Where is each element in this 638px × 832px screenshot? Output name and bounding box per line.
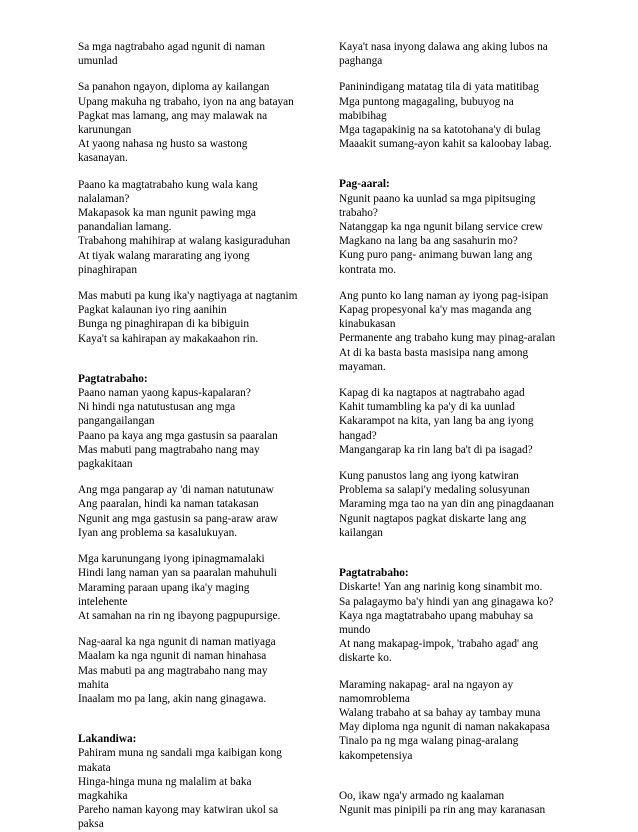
verse-line: Sa panahon ngayon, diploma ay kailangan bbox=[78, 81, 270, 94]
verse-line: umunlad bbox=[78, 55, 118, 68]
stanza bbox=[339, 40, 579, 68]
verse-line: Kahit tumambling ka pa'y di ka uunlad bbox=[339, 401, 515, 414]
verse-line: Maraming paraan upang ika'y maging bbox=[78, 581, 250, 594]
stanza bbox=[78, 483, 318, 540]
verse-line: mabibihag bbox=[339, 109, 387, 122]
verse-line: Ang punto ko lang naman ay iyong pag-isipan bbox=[339, 289, 549, 302]
verse-line: Sa palagaymo ba'y hindi yan ang ginagawa ko? bbox=[339, 595, 554, 608]
stanza bbox=[339, 789, 579, 817]
verse-line: Bunga ng pinaghirapan di ka bibiguin bbox=[78, 318, 249, 331]
stanza bbox=[339, 80, 579, 151]
verse-line: Pahiram muna ng sandali mga kaibigan kong bbox=[78, 747, 282, 760]
verse-line: diskarte ko. bbox=[339, 652, 392, 665]
verse-line: Magkano na lang ba ang sasahurin mo? bbox=[339, 235, 518, 248]
verse-line: Kakarampot na kita, yan lang ba ang iyong bbox=[339, 415, 534, 428]
verse-line: panandalian lamang. bbox=[78, 221, 172, 234]
verse-line: Pagkat mas lamang, ang may malawak na bbox=[78, 109, 268, 122]
verse-line: At di ka basta basta masisipa nang among bbox=[339, 346, 529, 359]
verse-line: Oo, ikaw nga'y armado ng kaalaman bbox=[339, 789, 505, 802]
verse-line: Kung panustos lang ang iyong katwiran bbox=[339, 470, 519, 483]
stanza bbox=[78, 178, 318, 277]
right-column bbox=[339, 40, 579, 817]
heading-text: Lakandiwa: bbox=[78, 733, 137, 746]
verse-line: Walang trabaho at sa bahay ay tambay muna bbox=[339, 706, 541, 719]
verse-line: nalalaman? bbox=[78, 192, 130, 205]
verse-line: Ngunit mas pinipili pa rin ang may karanasan bbox=[339, 803, 546, 816]
verse-line: intelehente bbox=[78, 595, 128, 608]
verse-line: Maraming nakapag- aral na ngayon ay bbox=[339, 678, 514, 691]
heading-text: Pagtatrabaho: bbox=[339, 567, 409, 580]
verse-line: mundo bbox=[339, 623, 371, 636]
verse-line: Kapag di ka nagtapos at nagtrabaho agad bbox=[339, 387, 525, 400]
verse-line: karunungan bbox=[78, 124, 132, 137]
verse-line: Makapasok ka man ngunit pawing mga bbox=[78, 207, 256, 220]
verse-line: Permanente ang trabaho kung may pinag-aralan bbox=[339, 332, 556, 345]
stanza bbox=[78, 386, 318, 471]
verse-line: Mga tagapakinig na sa katotohana'y di bulag bbox=[339, 124, 541, 137]
verse-line: Trabahong mahihirap at walang kasiguraduhan bbox=[78, 235, 291, 248]
stanza bbox=[339, 580, 579, 665]
verse-line: namomroblema bbox=[339, 692, 410, 705]
verse-line: paksa bbox=[78, 818, 104, 831]
verse-line: paghanga bbox=[339, 55, 383, 68]
stanza bbox=[78, 40, 318, 68]
section-heading bbox=[78, 732, 318, 746]
verse-line: Mangangarap ka rin lang ba't di pa isagad? bbox=[339, 443, 533, 456]
verse-line: Ni hindi nga natutustusan ang mga bbox=[78, 401, 236, 414]
stanza bbox=[78, 552, 318, 623]
stanza bbox=[78, 746, 318, 831]
verse-line: Ngunit paano ka uunlad sa mga pipitsuging bbox=[339, 192, 536, 205]
section-heading bbox=[339, 177, 579, 191]
verse-line: kontrata mo. bbox=[339, 263, 397, 276]
verse-line: Ang mga pangarap ay 'di naman natutunaw bbox=[78, 484, 274, 497]
verse-line: Paano ka magtatrabaho kung wala kang bbox=[78, 178, 258, 191]
verse-line: kasanayan. bbox=[78, 152, 128, 165]
stanza bbox=[339, 469, 579, 540]
verse-line: Ngunit nagtapos pagkat diskarte lang ang bbox=[339, 512, 527, 525]
verse-line: Maaakit sumang-ayon kahit sa kaloobay labag. bbox=[339, 138, 552, 151]
verse-line: Kung puro pang- animang buwan lang ang bbox=[339, 249, 533, 262]
verse-line: trabaho? bbox=[339, 206, 378, 219]
verse-line: Ang paaralan, hindi ka naman tatakasan bbox=[78, 498, 259, 511]
verse-line: At yaong nahasa ng husto sa wastong bbox=[78, 138, 248, 151]
verse-line: kakompetensiya bbox=[339, 749, 413, 762]
verse-line: Diskarte! Yan ang narinig kong sinambit mo. bbox=[339, 581, 543, 594]
verse-line: Inaalam mo pa lang, akin nang ginagawa. bbox=[78, 692, 267, 705]
verse-line: Mas mabuti pa kung ika'y nagtiyaga at nagtanim bbox=[78, 290, 298, 303]
verse-line: Paano naman yaong kapus-kapalaran? bbox=[78, 387, 251, 400]
verse-line: Hinga-hinga muna ng malalim at baka bbox=[78, 775, 252, 788]
stanza bbox=[78, 80, 318, 165]
verse-line: Mas mabuti pa ang magtrabaho nang may bbox=[78, 664, 268, 677]
verse-line: Mga puntong magagaling, bubuyog na bbox=[339, 95, 514, 108]
verse-line: Mas mabuti pang magtrabaho nang may bbox=[78, 443, 260, 456]
verse-line: Pareho naman kayong may katwiran ukol sa bbox=[78, 804, 279, 817]
section-heading bbox=[78, 372, 318, 386]
verse-line: hangad? bbox=[339, 429, 377, 442]
stanza bbox=[78, 289, 318, 346]
stanza bbox=[78, 635, 318, 706]
left-column bbox=[78, 40, 318, 832]
verse-line: At tiyak walang mararating ang iyong bbox=[78, 249, 250, 262]
verse-line: Iyan ang problema sa kasalukuyan. bbox=[78, 526, 238, 539]
stanza bbox=[339, 386, 579, 457]
verse-line: mayaman. bbox=[339, 360, 386, 373]
verse-line: Tinalo pa ng mga walang pinag-aralang bbox=[339, 735, 519, 748]
stanza bbox=[339, 678, 579, 763]
verse-line: Hindi lang naman yan sa paaralan mahuhuli bbox=[78, 567, 277, 580]
verse-line: Natanggap ka nga ngunit bilang service crew bbox=[339, 221, 543, 234]
verse-line: Ngunit ang mga gastusin sa pang-araw araw bbox=[78, 512, 279, 525]
verse-line: Paano pa kaya ang mga gastusin sa paaralan bbox=[78, 429, 278, 442]
verse-line: At nang makapag-impok, 'trabaho agad' ang bbox=[339, 638, 539, 651]
verse-line: Kaya't nasa inyong dalawa ang aking lubos na bbox=[339, 41, 548, 53]
verse-line: makata bbox=[78, 761, 111, 774]
verse-line: Maraming mga tao na yan din ang pinagdaanan bbox=[339, 498, 554, 511]
heading-text: Pag-aaral: bbox=[339, 178, 390, 191]
verse-line: May diploma nga ngunit di naman nakakapasa bbox=[339, 721, 550, 734]
verse-line: Maalam ka nga ngunit di naman hinahasa bbox=[78, 650, 267, 663]
verse-line: pangangailangan bbox=[78, 415, 155, 428]
verse-line: Mga karunungang iyong ipinagmamalaki bbox=[78, 553, 265, 566]
verse-line: Upang makuha ng trabaho, iyon na ang batayan bbox=[78, 95, 294, 108]
stanza bbox=[339, 192, 579, 277]
verse-line: kinabukasan bbox=[339, 318, 396, 331]
verse-line: Kapag propesyonal ka'y mas maganda ang bbox=[339, 304, 532, 317]
verse-line: Kaya nga magtatrabaho upang mabuhay sa bbox=[339, 609, 534, 622]
verse-line: pagkakitaan bbox=[78, 458, 133, 471]
verse-line: Problema sa salapi'y medaling solusyunan bbox=[339, 484, 530, 497]
section-heading bbox=[339, 566, 579, 580]
verse-line: Pagkat kalaunan iyo ring aanihin bbox=[78, 304, 227, 317]
verse-line: mahita bbox=[78, 678, 109, 691]
verse-line: Nag-aaral ka nga ngunit di naman matiyaga bbox=[78, 636, 276, 649]
verse-line: magkahika bbox=[78, 789, 128, 802]
verse-line: Paninindigang matatag tila di yata matitibag bbox=[339, 81, 539, 94]
verse-line: pinaghirapan bbox=[78, 263, 137, 276]
verse-line: At samahan na rin ng ibayong pagpupursige. bbox=[78, 609, 281, 622]
stanza bbox=[339, 289, 579, 374]
heading-text: Pagtatrabaho: bbox=[78, 372, 148, 385]
verse-line: Kaya't sa kahirapan ay makakaahon rin. bbox=[78, 332, 259, 345]
verse-line: Sa mga nagtrabaho agad ngunit di naman bbox=[78, 41, 265, 53]
verse-line: kailangan bbox=[339, 526, 383, 539]
